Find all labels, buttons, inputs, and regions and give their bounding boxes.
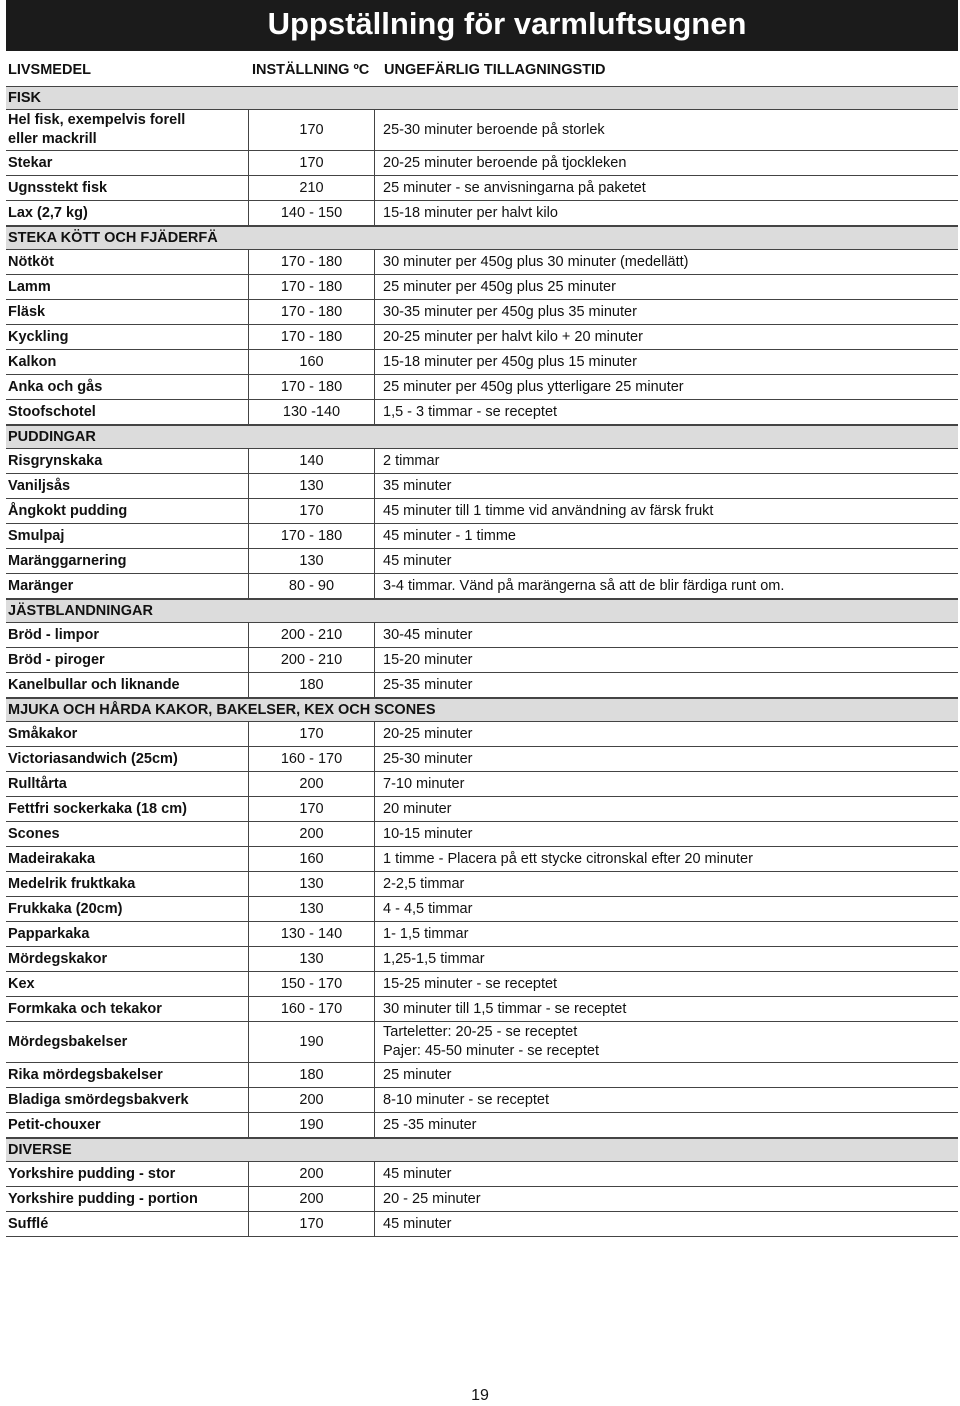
temperature-setting: 170 — [249, 110, 375, 150]
cooking-time: 7-10 minuter — [383, 775, 465, 792]
food-name: Lamm — [6, 275, 249, 299]
food-name: Madeirakaka — [6, 847, 249, 871]
food-name: Fettfri sockerkaka (18 cm) — [6, 797, 249, 821]
table-row — [6, 176, 958, 201]
table-row — [6, 1022, 958, 1063]
food-name: Kalkon — [6, 350, 249, 374]
cooking-time: 4 - 4,5 timmar — [383, 900, 473, 917]
cooking-time: 25 minuter per 450g plus 25 minuter — [383, 278, 616, 295]
cooking-time: 15-25 minuter - se receptet — [383, 975, 558, 992]
cooking-time: 15-18 minuter per halvt kilo — [383, 204, 558, 221]
cooking-time: 25 minuter — [383, 1066, 452, 1083]
food-name: Kyckling — [6, 325, 249, 349]
cooking-time: 3-4 timmar. Vänd på marängerna så att de blir färdiga runt om. — [383, 577, 785, 594]
temperature-setting: 150 - 170 — [249, 972, 375, 996]
temperature-setting: 170 — [249, 151, 375, 175]
food-name: Maränggarnering — [6, 549, 249, 573]
table-row — [6, 400, 958, 425]
temperature-setting: 200 — [249, 1187, 375, 1211]
category-label: PUDDINGAR — [8, 429, 96, 445]
table-row — [6, 847, 958, 872]
cooking-time: 20-25 minuter beroende på tjockleken — [383, 154, 627, 171]
food-name: Medelrik fruktkaka — [6, 872, 249, 896]
food-name: Anka och gås — [6, 375, 249, 399]
table-row — [6, 474, 958, 499]
temperature-setting: 130 — [249, 947, 375, 971]
category-row — [6, 226, 958, 250]
table-row — [6, 1063, 958, 1088]
category-label: DIVERSE — [8, 1142, 72, 1158]
temperature-setting: 160 - 170 — [249, 997, 375, 1021]
temperature-setting: 200 — [249, 772, 375, 796]
table-row — [6, 449, 958, 474]
table-row — [6, 947, 958, 972]
table-row — [6, 1187, 958, 1212]
temperature-setting: 170 — [249, 499, 375, 523]
food-name: Stoofschotel — [6, 400, 249, 424]
table-row — [6, 201, 958, 226]
food-name: Lax (2,7 kg) — [6, 201, 249, 225]
food-name: Papparkaka — [6, 922, 249, 946]
cooking-time: 25-30 minuter — [383, 750, 473, 767]
table-row — [6, 722, 958, 747]
food-name: Formkaka och tekakor — [6, 997, 249, 1021]
food-name: Frukkaka (20cm) — [6, 897, 249, 921]
cooking-time: Tarteletter: 20-25 - se receptet Pajer: 45-50 minuter - se receptet — [383, 1024, 599, 1059]
food-name: Risgrynskaka — [6, 449, 249, 473]
table-row — [6, 250, 958, 275]
temperature-setting: 170 - 180 — [249, 275, 375, 299]
table-row — [6, 499, 958, 524]
table-row — [6, 275, 958, 300]
cooking-time: 2 timmar — [383, 452, 440, 469]
cooking-time: 45 minuter till 1 timme vid användning av färsk frukt — [383, 502, 714, 519]
table-row — [6, 1212, 958, 1237]
temperature-setting: 170 - 180 — [249, 524, 375, 548]
temperature-setting: 170 - 180 — [249, 250, 375, 274]
food-name: Bladiga smördegsbakverk — [6, 1088, 249, 1112]
food-name: Scones — [6, 822, 249, 846]
table-row — [6, 673, 958, 698]
food-name: Kex — [6, 972, 249, 996]
food-name: Stekar — [6, 151, 249, 175]
cooking-time: 45 minuter — [383, 552, 452, 569]
food-name: Rulltårta — [6, 772, 249, 796]
food-name: Mördegskakor — [6, 947, 249, 971]
food-name: Yorkshire pudding - portion — [6, 1187, 249, 1211]
category-label: STEKA KÖTT OCH FJÄDERFÄ — [8, 230, 218, 246]
food-name: Bröd - piroger — [6, 648, 249, 672]
temperature-setting: 130 — [249, 872, 375, 896]
table-row — [6, 1162, 958, 1187]
table-row — [6, 897, 958, 922]
cooking-time: 45 minuter - 1 timme — [383, 527, 516, 544]
table-row — [6, 151, 958, 176]
page-title: Uppställning för varmluftsugnen — [267, 6, 747, 41]
table-row — [6, 822, 958, 847]
cooking-time: 8-10 minuter - se receptet — [383, 1091, 550, 1108]
temperature-setting: 180 — [249, 673, 375, 697]
temperature-setting: 190 — [249, 1113, 375, 1137]
temperature-setting: 130 — [249, 549, 375, 573]
cooking-time: 30-35 minuter per 450g plus 35 minuter — [383, 303, 637, 320]
food-name: Ugnsstekt fisk — [6, 176, 249, 200]
cooking-time: 25 minuter per 450g plus ytterligare 25 minuter — [383, 378, 684, 395]
cooking-time: 25 -35 minuter — [383, 1116, 477, 1133]
food-name: Petit-chouxer — [6, 1113, 249, 1137]
table-row — [6, 1113, 958, 1138]
temperature-setting: 170 — [249, 1212, 375, 1236]
cooking-time: 25-30 minuter beroende på storlek — [383, 121, 605, 138]
table-row — [6, 524, 958, 549]
category-row — [6, 1138, 958, 1162]
category-label: FISK — [8, 90, 42, 106]
table-row — [6, 648, 958, 673]
category-label: MJUKA OCH HÅRDA KAKOR, BAKELSER, KEX OCH SCONES — [8, 702, 436, 718]
cooking-time: 1,5 - 3 timmar - se receptet — [383, 403, 558, 420]
cooking-time: 15-20 minuter — [383, 651, 473, 668]
food-name: Smulpaj — [6, 524, 249, 548]
cooking-time: 10-15 minuter — [383, 825, 473, 842]
cooking-time: 45 minuter — [383, 1165, 452, 1182]
food-name: Sufflé — [6, 1212, 249, 1236]
column-header-setting: INSTÄLLNING ºC — [252, 62, 370, 78]
cooking-time: 30 minuter till 1,5 timmar - se receptet — [383, 1000, 627, 1017]
temperature-setting: 170 - 180 — [249, 325, 375, 349]
category-row — [6, 599, 958, 623]
temperature-setting: 210 — [249, 176, 375, 200]
temperature-setting: 160 — [249, 847, 375, 871]
food-name: Bröd - limpor — [6, 623, 249, 647]
table-row — [6, 997, 958, 1022]
table-row — [6, 623, 958, 648]
temperature-setting: 170 - 180 — [249, 300, 375, 324]
food-name: Victoriasandwich (25cm) — [6, 747, 249, 771]
column-header-food: LIVSMEDEL — [8, 62, 91, 78]
table-row — [6, 300, 958, 325]
temperature-setting: 130 - 140 — [249, 922, 375, 946]
temperature-setting: 170 - 180 — [249, 375, 375, 399]
temperature-setting: 140 - 150 — [249, 201, 375, 225]
cooking-time: 30 minuter per 450g plus 30 minuter (medellätt) — [383, 253, 689, 270]
food-name: Ångkokt pudding — [6, 499, 249, 523]
cooking-time: 35 minuter — [383, 477, 452, 494]
food-name: Mördegsbakelser — [6, 1022, 249, 1062]
cooking-time: 20-25 minuter per halvt kilo + 20 minuter — [383, 328, 643, 345]
temperature-setting: 160 — [249, 350, 375, 374]
temperature-setting: 200 — [249, 1162, 375, 1186]
table-row — [6, 747, 958, 772]
cooking-time: 1 timme - Placera på ett stycke citronskal efter 20 minuter — [383, 850, 753, 867]
table-row — [6, 325, 958, 350]
category-row — [6, 86, 958, 110]
food-name: Hel fisk, exempelvis forell eller mackrill — [6, 110, 249, 150]
temperature-setting: 170 — [249, 722, 375, 746]
table-row — [6, 772, 958, 797]
table-row — [6, 1088, 958, 1113]
cooking-time: 20-25 minuter — [383, 725, 473, 742]
temperature-setting: 80 - 90 — [249, 574, 375, 598]
page-number: 19 — [471, 1387, 489, 1404]
food-name: Yorkshire pudding - stor — [6, 1162, 249, 1186]
cooking-time: 45 minuter — [383, 1215, 452, 1232]
table-row — [6, 922, 958, 947]
food-name: Fläsk — [6, 300, 249, 324]
temperature-setting: 170 — [249, 797, 375, 821]
cooking-time: 20 - 25 minuter — [383, 1190, 481, 1207]
food-name: Rika mördegsbakelser — [6, 1063, 249, 1087]
food-name: Nötköt — [6, 250, 249, 274]
cooking-time: 30-45 minuter — [383, 626, 473, 643]
temperature-setting: 190 — [249, 1022, 375, 1062]
table-row — [6, 110, 958, 151]
table-row — [6, 797, 958, 822]
cooking-time: 20 minuter — [383, 800, 452, 817]
temperature-setting: 130 — [249, 897, 375, 921]
temperature-setting: 200 - 210 — [249, 623, 375, 647]
table-row — [6, 549, 958, 574]
food-name: Småkakor — [6, 722, 249, 746]
temperature-setting: 140 — [249, 449, 375, 473]
temperature-setting: 200 — [249, 1088, 375, 1112]
table-row — [6, 375, 958, 400]
table-row — [6, 972, 958, 997]
cooking-time: 1- 1,5 timmar — [383, 925, 469, 942]
cooking-time: 25 minuter - se anvisningarna på paketet — [383, 179, 646, 196]
category-row — [6, 425, 958, 449]
column-header-time: UNGEFÄRLIG TILLAGNINGSTID — [384, 62, 606, 78]
cooking-time: 25-35 minuter — [383, 676, 473, 693]
category-row — [6, 698, 958, 722]
food-name: Kanelbullar och liknande — [6, 673, 249, 697]
temperature-setting: 200 - 210 — [249, 648, 375, 672]
food-name: Vaniljsås — [6, 474, 249, 498]
temperature-setting: 160 - 170 — [249, 747, 375, 771]
table-row — [6, 574, 958, 599]
cooking-time: 2-2,5 timmar — [383, 875, 465, 892]
table-row — [6, 872, 958, 897]
temperature-setting: 130 -140 — [249, 400, 375, 424]
cooking-time: 1,25-1,5 timmar — [383, 950, 485, 967]
cooking-time: 15-18 minuter per 450g plus 15 minuter — [383, 353, 637, 370]
category-label: JÄSTBLANDNINGAR — [8, 603, 153, 619]
temperature-setting: 130 — [249, 474, 375, 498]
table-row — [6, 350, 958, 375]
temperature-setting: 180 — [249, 1063, 375, 1087]
food-name: Maränger — [6, 574, 249, 598]
temperature-setting: 200 — [249, 822, 375, 846]
